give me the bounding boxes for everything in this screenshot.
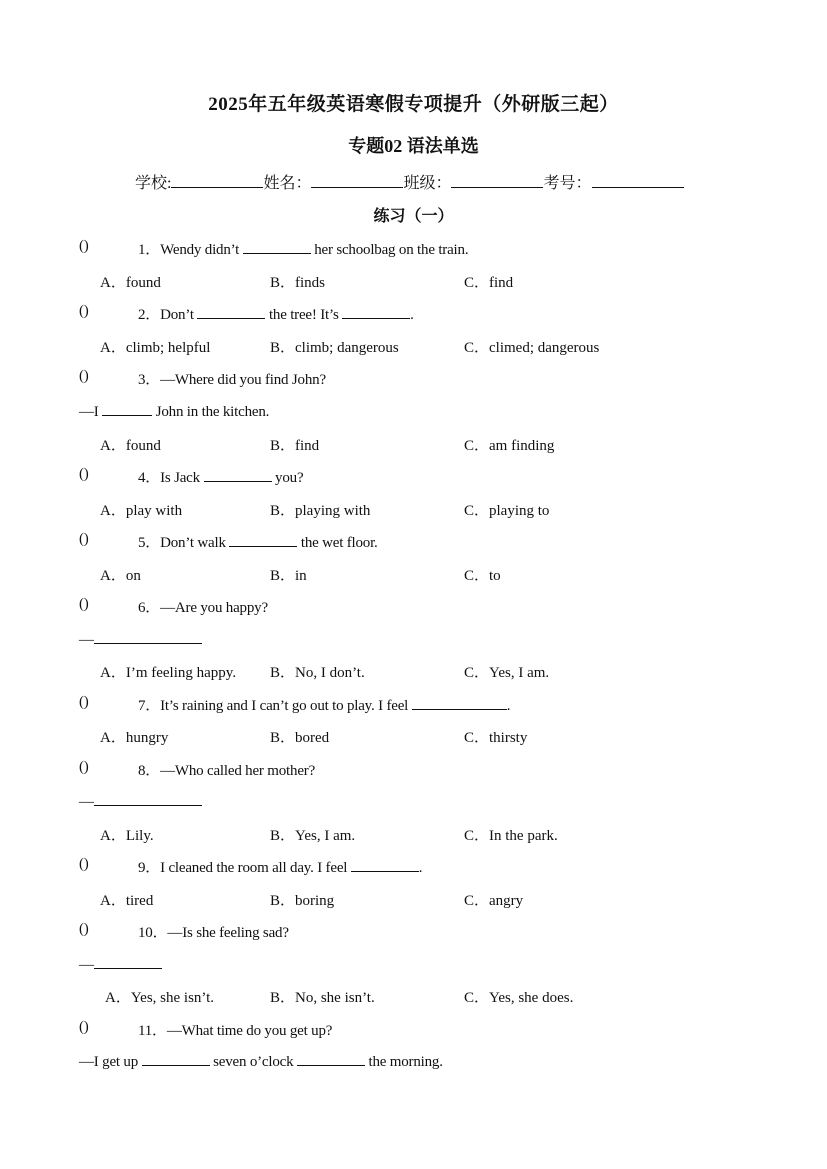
answer-blank[interactable] (197, 304, 265, 319)
question-4: () 4．Is Jack you? (79, 466, 304, 486)
answer-blank[interactable] (94, 629, 202, 644)
answer-paren-right[interactable]: ) (83, 531, 89, 547)
option-c[interactable]: C．Yes, I am. (464, 665, 550, 681)
answer-blank[interactable] (204, 467, 272, 482)
answer-paren-right[interactable]: ) (83, 921, 89, 937)
answer-blank[interactable] (297, 1051, 365, 1066)
answer-paren-left[interactable]: ( (79, 531, 84, 547)
question-10: () 10．—Is she feeling sad? (79, 921, 289, 941)
answer-blank[interactable] (342, 304, 410, 319)
option-b[interactable]: B．climb; dangerous (270, 340, 399, 356)
question-6: () 6．—Are you happy? (79, 596, 268, 616)
student-info-row (135, 170, 684, 193)
option-c[interactable]: C．angry (464, 893, 524, 909)
answer-paren-right[interactable]: ) (83, 238, 89, 254)
option-c[interactable]: C．to (464, 568, 501, 584)
question-11: () 11．—What time do you get up? (79, 1019, 333, 1039)
option-b[interactable]: B．finds (270, 275, 326, 291)
option-a[interactable]: A．Yes, she isn’t. (105, 990, 215, 1006)
option-b[interactable]: B．boring (270, 893, 335, 909)
answer-paren-right[interactable]: ) (83, 1019, 89, 1035)
question-3: () 3．—Where did you find John? (79, 368, 326, 388)
answer-paren-left[interactable]: ( (79, 694, 84, 710)
question-7: () 7．It’s raining and I can’t go out to play. I feel . (79, 694, 511, 714)
section-title: 练习（一） (373, 208, 454, 225)
option-b[interactable]: B．find (270, 438, 320, 454)
answer-paren-right[interactable]: ) (83, 466, 89, 482)
answer-paren-left[interactable]: ( (79, 1019, 84, 1035)
answer-blank[interactable] (94, 791, 202, 806)
answer-paren-left[interactable]: ( (79, 466, 84, 482)
answer-paren-right[interactable]: ) (83, 596, 89, 612)
option-a[interactable]: A．climb; helpful (100, 340, 211, 356)
option-c[interactable]: C．am finding (464, 438, 555, 454)
option-c[interactable]: C．find (464, 275, 514, 291)
option-a[interactable]: A．tired (100, 893, 154, 909)
school-field[interactable] (171, 172, 263, 188)
answer-blank[interactable] (243, 239, 311, 254)
option-b[interactable]: B．Yes, I am. (270, 828, 356, 844)
question-6-answer-line: — (79, 629, 202, 649)
question-9: () 9．I cleaned the room all day. I feel . (79, 856, 423, 876)
question-1: () 1．Wendy didn’t her schoolbag on the train. (79, 238, 469, 258)
answer-paren-right[interactable]: ) (83, 759, 89, 775)
option-a[interactable]: A．found (100, 275, 161, 291)
question-10-answer-line: — (79, 954, 162, 974)
option-c[interactable]: C．thirsty (464, 730, 528, 746)
name-label: 姓名： (263, 175, 312, 192)
option-a[interactable]: A．on (100, 568, 141, 584)
question-11-answer-line: —I get up seven o’clock the morning. (79, 1051, 443, 1071)
question-8: () 8．—Who called her mother? (79, 759, 316, 779)
option-c[interactable]: C．Yes, she does. (464, 990, 574, 1006)
option-b[interactable]: B．No, I don’t. (270, 665, 365, 681)
exam-no-field[interactable] (592, 172, 684, 188)
answer-paren-left[interactable]: ( (79, 921, 84, 937)
name-field[interactable] (311, 172, 403, 188)
document-subtitle: 专题02 语法单选 (348, 136, 479, 156)
question-3-answer-line: —I John in the kitchen. (79, 401, 269, 421)
class-field[interactable] (451, 172, 543, 188)
document-title: 2025年五年级英语寒假专项提升（外研版三起） (208, 94, 619, 115)
answer-blank[interactable] (94, 954, 162, 969)
exam-no-label: 考号： (543, 175, 592, 192)
option-c[interactable]: C．In the park. (464, 828, 558, 844)
option-c[interactable]: C．climed; dangerous (464, 340, 600, 356)
answer-paren-right[interactable]: ) (83, 694, 89, 710)
answer-blank[interactable] (229, 532, 297, 547)
option-a[interactable]: A．play with (100, 503, 183, 519)
answer-paren-left[interactable]: ( (79, 596, 84, 612)
school-label: 学校: (135, 175, 172, 192)
class-label: 班级： (403, 175, 452, 192)
answer-paren-left[interactable]: ( (79, 759, 84, 775)
answer-paren-left[interactable]: ( (79, 856, 84, 872)
answer-blank[interactable] (351, 857, 419, 872)
answer-paren-left[interactable]: ( (79, 303, 84, 319)
question-8-answer-line: — (79, 791, 202, 811)
answer-blank[interactable] (412, 695, 507, 710)
option-c[interactable]: C．playing to (464, 503, 550, 519)
option-a[interactable]: A．Lily. (100, 828, 154, 844)
answer-paren-right[interactable]: ) (83, 303, 89, 319)
option-a[interactable]: A．found (100, 438, 161, 454)
option-a[interactable]: A．I’m feeling happy. (100, 665, 237, 681)
answer-blank[interactable] (142, 1051, 210, 1066)
option-b[interactable]: B．bored (270, 730, 330, 746)
option-b[interactable]: B．No, she isn’t. (270, 990, 375, 1006)
option-a[interactable]: A．hungry (100, 730, 169, 746)
option-b[interactable]: B．in (270, 568, 307, 584)
answer-paren-right[interactable]: ) (83, 368, 89, 384)
answer-paren-right[interactable]: ) (83, 856, 89, 872)
option-b[interactable]: B．playing with (270, 503, 371, 519)
question-2: () 2．Don’t the tree! It’s . (79, 303, 414, 323)
answer-paren-left[interactable]: ( (79, 368, 84, 384)
answer-paren-left[interactable]: ( (79, 238, 84, 254)
question-5: () 5．Don’t walk the wet floor. (79, 531, 378, 551)
answer-blank[interactable] (102, 401, 152, 416)
